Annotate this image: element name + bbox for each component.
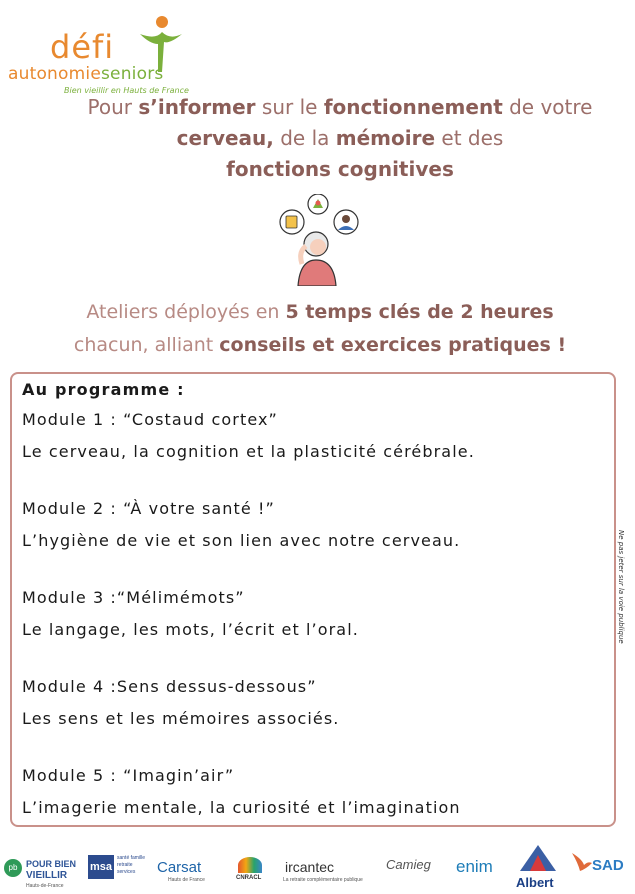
logo-word-line <box>8 64 163 84</box>
enim-logo: enim <box>456 857 493 876</box>
albert-bird-icon <box>516 841 560 873</box>
headline-text: sur le <box>255 95 324 119</box>
headline-bold: s’informer <box>138 95 256 119</box>
defi-autonomie-seniors-logo <box>8 14 198 95</box>
cnracl-icon <box>238 857 262 873</box>
headline <box>60 92 620 185</box>
headline-text: de la <box>273 126 336 150</box>
partner-logos <box>0 835 635 894</box>
module-1-title: Module 1 : “Costaud cortex” <box>22 410 278 429</box>
module-2-title: Module 2 : “À votre santé !” <box>22 499 275 518</box>
pbv-line2: VIEILLIR <box>26 870 68 881</box>
summary-bold: 5 temps clés de 2 heures <box>285 301 554 323</box>
headline-bold: fonctionnement <box>323 95 503 119</box>
msa-text: santé famille retraite services <box>117 855 146 875</box>
headline-text: Pour <box>87 95 139 119</box>
pbv-line1: POUR BIEN <box>26 859 77 869</box>
logo-word-seniors: seniors <box>100 64 164 84</box>
module-5-title: Module 5 : “Imagin’air” <box>22 766 235 785</box>
workshop-summary <box>20 296 620 362</box>
logo-word-autonomie: autonomie <box>8 64 101 84</box>
module-1-desc: Le cerveau, la cognition et la plasticité cérébrale. <box>22 442 475 461</box>
summary-bold: conseils et exercices pratiques ! <box>219 334 567 356</box>
module-3-desc: Le langage, les mots, l’écrit et l’oral. <box>22 620 359 639</box>
logo-tagline: Bien vieillir en Hauts de France <box>64 86 189 95</box>
thinking-senior-illustration <box>272 194 362 286</box>
carsat-sub: Hauts de France <box>168 877 205 883</box>
msa-logo: msa <box>88 855 114 879</box>
ircantec-sub: La retraite complémentaire publique <box>283 877 363 883</box>
side-note: Ne pas jeter sur la voie publique <box>617 530 625 644</box>
carsat-logo: Carsat <box>157 859 202 876</box>
albert-logo: Albert <box>516 875 554 890</box>
headline-bold: mémoire <box>335 126 436 150</box>
module-5-desc: L’imagerie mentale, la curiosité et l’imagination <box>22 798 461 817</box>
hummingbird-icon <box>570 849 594 873</box>
camieg-logo: Camieg <box>386 857 431 872</box>
summary-text: chacun, alliant <box>73 334 220 356</box>
program-box <box>10 372 616 827</box>
headline-bold: cerveau, <box>176 126 274 150</box>
ircantec-logo: ircantec <box>285 859 335 875</box>
module-2-desc: L’hygiène de vie et son lien avec notre cerveau. <box>22 531 461 550</box>
program-title: Au programme : <box>22 380 185 399</box>
cnracl-logo: CNRACL <box>236 875 262 881</box>
logo-word-defi: défi <box>50 28 115 66</box>
summary-text: Ateliers déployés en <box>86 301 286 323</box>
headline-text: et des <box>435 126 504 150</box>
sad-logo: SAD <box>592 857 624 874</box>
module-4-title: Module 4 :Sens dessus-dessous” <box>22 677 317 696</box>
headline-bold: fonctions cognitives <box>226 157 454 181</box>
module-4-desc: Les sens et les mémoires associés. <box>22 709 340 728</box>
pbv-icon: pb <box>4 859 22 877</box>
headline-text: de votre <box>502 95 593 119</box>
module-3-title: Module 3 :“Mélimémots” <box>22 588 245 607</box>
pbv-line3: Hauts-de-France <box>26 883 64 889</box>
